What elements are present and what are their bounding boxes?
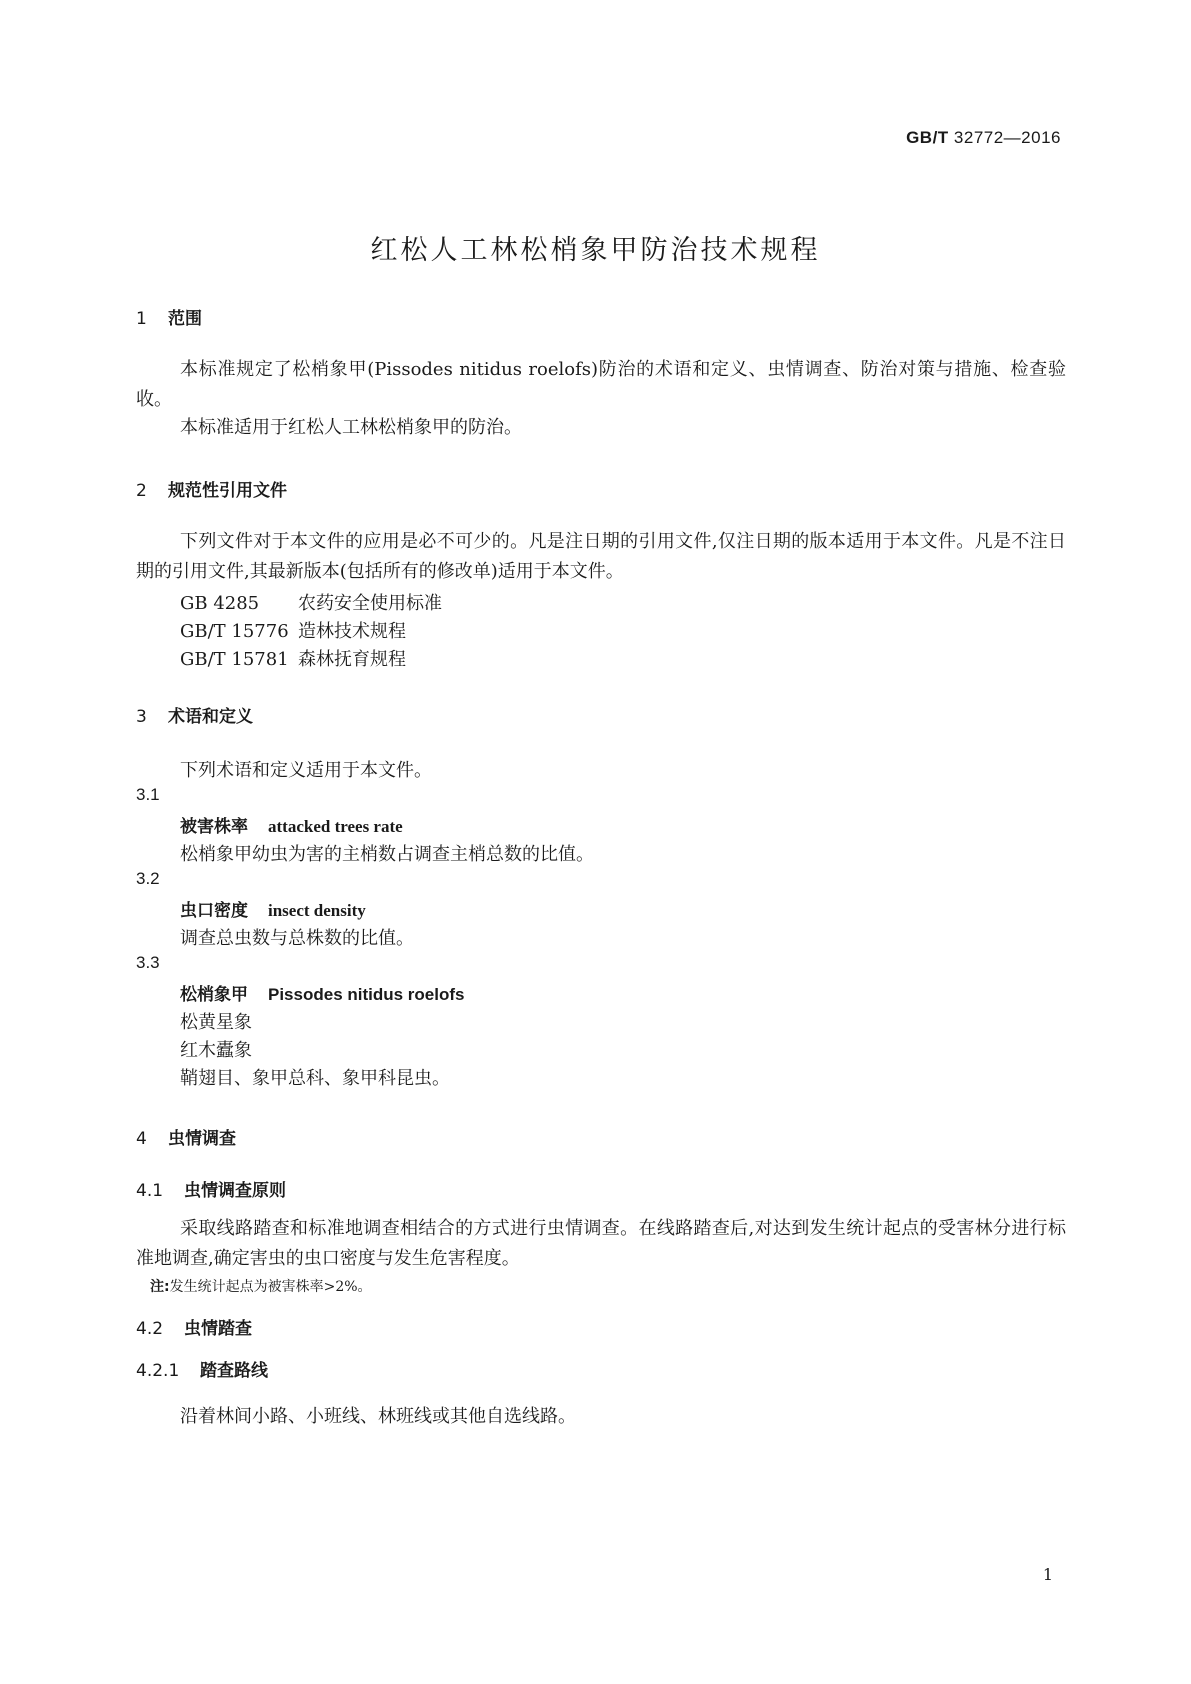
term-heading bbox=[180, 980, 465, 1005]
reference-code: GB/T 15776 bbox=[180, 621, 289, 642]
section-title: 踏查路线 bbox=[200, 1361, 268, 1381]
term-number: 3.1 bbox=[136, 785, 160, 804]
section-4-2-heading bbox=[136, 1314, 252, 1339]
term-synonym: 松黄星象 bbox=[180, 1012, 252, 1033]
section-title: 规范性引用文件 bbox=[168, 481, 287, 501]
term-definition: 松梢象甲幼虫为害的主梢数占调查主梢总数的比值。 bbox=[180, 844, 594, 865]
section-number: 4.2 bbox=[136, 1319, 164, 1339]
reference-name: 农药安全使用标准 bbox=[298, 593, 442, 614]
reference-name: 造林技术规程 bbox=[298, 621, 406, 642]
section-2-paragraph-1: 下列文件对于本文件的应用是必不可少的。凡是注日期的引用文件,仅注日期的版本适用于本文件。凡是不注日期的引用文件,其最新版本(包括所有的修改单)适用于本文件。 bbox=[136, 531, 1066, 582]
page-number: 1 bbox=[1042, 1565, 1053, 1584]
term-english: Pissodes nitidus roelofs bbox=[268, 985, 465, 1004]
term-english: insect density bbox=[268, 901, 366, 920]
term-chinese: 被害株率 bbox=[180, 817, 248, 837]
term-definition: 调查总虫数与总株数的比值。 bbox=[180, 928, 414, 949]
term-heading bbox=[180, 896, 366, 921]
section-number: 4.1 bbox=[136, 1181, 164, 1201]
term-english: attacked trees rate bbox=[268, 817, 403, 836]
section-4-1-heading bbox=[136, 1176, 286, 1201]
reference-item bbox=[180, 589, 442, 615]
standard-code: 32772—2016 bbox=[953, 128, 1061, 147]
section-title: 虫情调查 bbox=[168, 1129, 236, 1149]
section-number: 4 bbox=[136, 1129, 147, 1149]
section-4-2-1-heading bbox=[136, 1356, 268, 1381]
section-4-2-1-paragraph: 沿着林间小路、小班线、林班线或其他自选线路。 bbox=[180, 1406, 576, 1427]
reference-item bbox=[180, 617, 406, 643]
term-number: 3.2 bbox=[136, 869, 160, 888]
section-2-heading bbox=[136, 476, 287, 501]
reference-code: GB 4285 bbox=[180, 593, 260, 614]
note-label: 注: bbox=[150, 1279, 170, 1295]
section-title: 虫情调查原则 bbox=[184, 1181, 286, 1201]
section-4-heading bbox=[136, 1124, 236, 1149]
note bbox=[150, 1276, 372, 1296]
reference-item bbox=[180, 645, 406, 671]
section-1-heading bbox=[136, 304, 202, 329]
term-heading bbox=[180, 812, 403, 837]
standard-prefix: GB/T bbox=[906, 128, 949, 147]
term-chinese: 虫口密度 bbox=[180, 901, 248, 921]
section-number: 3 bbox=[136, 707, 147, 727]
section-number: 4.2.1 bbox=[136, 1361, 180, 1381]
term-chinese: 松梢象甲 bbox=[180, 985, 248, 1005]
term-definition: 鞘翅目、象甲总科、象甲科昆虫。 bbox=[180, 1068, 450, 1089]
reference-name: 森林抚育规程 bbox=[298, 649, 406, 670]
document-title: 红松人工林松梢象甲防治技术规程 bbox=[370, 235, 821, 266]
section-1-paragraph-1: 本标准规定了松梢象甲(Pissodes nitidus roelofs)防治的术语和定义、虫情调查、防治对策与措施、检查验收。 bbox=[136, 359, 1066, 410]
section-number: 2 bbox=[136, 481, 147, 501]
section-title: 虫情踏查 bbox=[184, 1319, 252, 1339]
reference-code: GB/T 15781 bbox=[180, 649, 289, 670]
section-title: 范围 bbox=[168, 309, 202, 329]
term-number: 3.3 bbox=[136, 953, 160, 972]
section-1-paragraph-2: 本标准适用于红松人工林松梢象甲的防治。 bbox=[180, 417, 522, 438]
term-synonym: 红木蠹象 bbox=[180, 1040, 252, 1061]
standard-number bbox=[906, 128, 1061, 148]
section-number: 1 bbox=[136, 309, 147, 329]
section-title: 术语和定义 bbox=[168, 707, 253, 727]
section-3-intro: 下列术语和定义适用于本文件。 bbox=[180, 760, 432, 781]
note-text: 发生统计起点为被害株率>2%。 bbox=[169, 1279, 372, 1295]
section-4-1-paragraph: 采取线路踏查和标准地调查相结合的方式进行虫情调查。在线路踏查后,对达到发生统计起点的受害林分进行标准地调查,确定害虫的虫口密度与发生危害程度。 bbox=[136, 1218, 1066, 1269]
section-3-heading bbox=[136, 702, 253, 727]
